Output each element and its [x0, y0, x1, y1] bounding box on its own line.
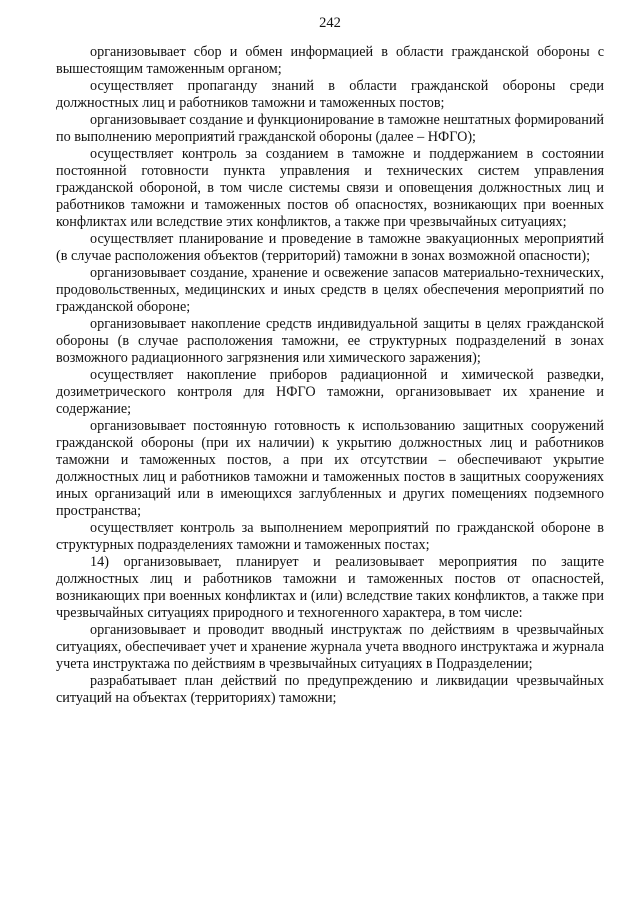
paragraph: организовывает и проводит вводный инструктаж по действиям в чрезвычайных ситуациях, обеспечивает учет и хранение журнала учета вводного инструктажа и журнала учета инструктажа по действиям в чрезвычайных ситуациях в Подразделении; [56, 622, 604, 672]
paragraph: осуществляет контроль за созданием в таможне и поддержанием в состоянии постоянной готовности пункта управления и технических систем управления гражданской обороной, в том числе системы связи и оповещения должностных лиц и работников таможни и таможенных постов об опасностях, возникающих при военных конфликтах или вследствие этих конфликтов, а также при чрезвычайных ситуациях; [56, 146, 604, 230]
paragraph: разрабатывает план действий по предупреждению и ликвидации чрезвычайных ситуаций на объектах (территориях) таможни; [56, 673, 604, 706]
paragraph: осуществляет накопление приборов радиационной и химической разведки, дозиметрического контроля для НФГО таможни, организовывает их хранение и содержание; [56, 367, 604, 417]
paragraph: организовывает постоянную готовность к использованию защитных сооружений гражданской обороны (при их наличии) к укрытию должностных лиц и работников таможни и таможенных постов, а при их отсутствии – обеспечивают укрытие должностных лиц и работников таможни и таможенных постов в защитных сооружениях иных организаций или в имеющихся заглубленных и других помещениях подземного пространства; [56, 418, 604, 519]
paragraph: организовывает накопление средств индивидуальной защиты в целях гражданской обороны (в случае расположения таможни, ее структурных подразделений в зонах возможного радиационного загрязнения или химического заражения); [56, 316, 604, 366]
numbered-paragraph: 14) организовывает, планирует и реализовывает мероприятия по защите должностных лиц и работников таможни и таможенных постов от опасностей, возникающих при военных конфликтах и (или) вследствие таких конфликтов, а также при чрезвычайных ситуациях природного и техногенного характера, в том числе: [56, 554, 604, 621]
paragraph: осуществляет контроль за выполнением мероприятий по гражданской обороне в структурных подразделениях таможни и таможенных постах; [56, 520, 604, 553]
paragraph: организовывает создание и функционирование в таможне нештатных формирований по выполнению мероприятий гражданской обороны (далее – НФГО); [56, 112, 604, 145]
page-number: 242 [319, 15, 341, 31]
paragraph: организовывает создание, хранение и освежение запасов материально-технических, продовольственных, медицинских и иных средств в целях обеспечения мероприятий по гражданской обороне; [56, 265, 604, 315]
paragraph: осуществляет пропаганду знаний в области гражданской обороны среди должностных лиц и работников таможни и таможенных постов; [56, 78, 604, 111]
paragraph: организовывает сбор и обмен информацией в области гражданской обороны с вышестоящим таможенным органом; [56, 44, 604, 77]
paragraph: осуществляет планирование и проведение в таможне эвакуационных мероприятий (в случае расположения объектов (территорий) таможни в зонах возможной опасности); [56, 231, 604, 264]
body-text [56, 44, 604, 707]
